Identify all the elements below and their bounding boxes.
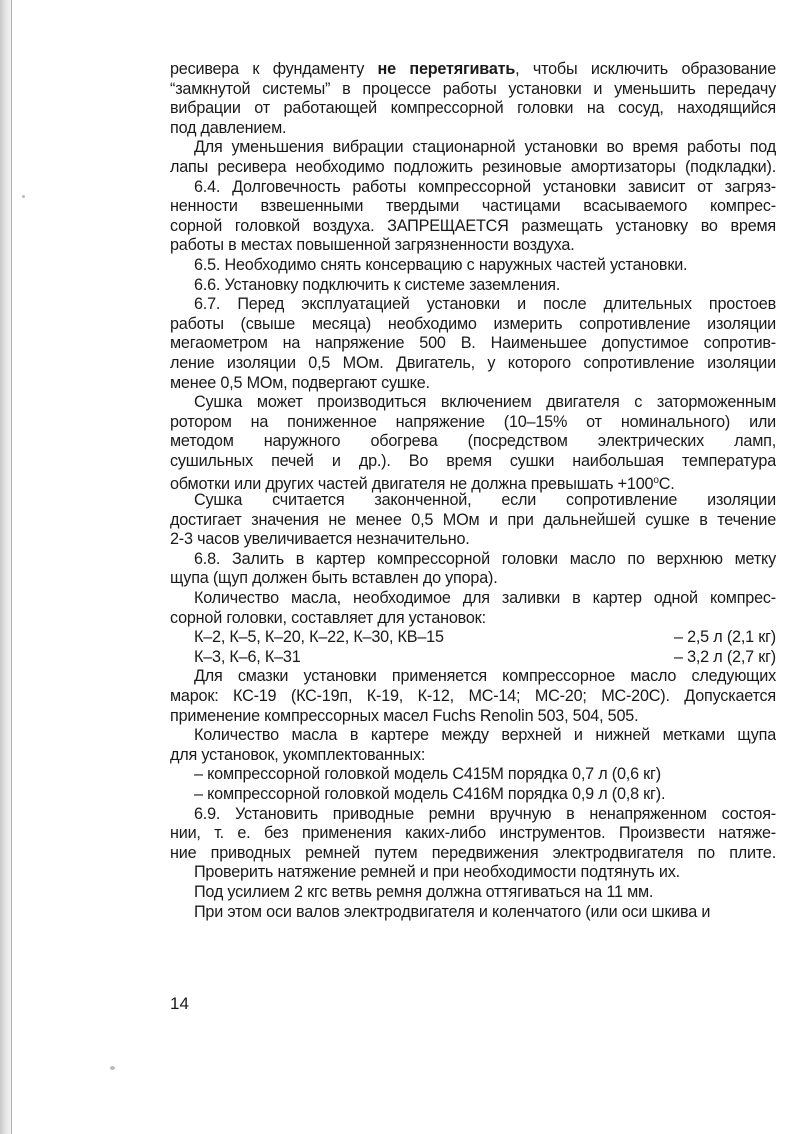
degree-superscript: o [653,475,659,487]
text-line: сорной головки, составляет для установок: [170,608,486,627]
section-6-4: 6.4. Долговечность работы компрессорной установки зависит от загряз- [194,177,776,196]
text-line: работы (свыше месяца) необходимо измерить сопротивление изоляции [170,314,776,333]
text-line: методом наружного обогрева (посредством электрических ламп, [170,432,776,451]
paragraph-start: Количество масла в картере между верхней и нижней метками щупа [194,726,776,745]
text-line: ление изоляции 0,5 МОм. Двигатель, у которого сопротивление изоляции [170,353,776,372]
text-line: сушильных печей и др.). Во время сушки наибольшая температура [170,451,776,470]
text-line: сорной головкой воздуха. ЗАПРЕЩАЕТСЯ размещать установку во время [170,216,776,235]
text-line: лапы ресивера необходимо подложить резиновые амортизаторы (подкладки). [170,157,776,176]
text-line: обмотки или других частей двигателя не должна превышать $+100^oC$. [170,475,675,494]
paragraph-start: Под усилием 2 кгс ветвь ремня должна оттягиваться на 11 мм. [194,882,654,901]
section-6-6: 6.6. Установку подключить к системе заземления. [194,275,561,294]
text-line: для установок, укомплектованных: [170,745,426,764]
paragraph-start: Количество масла, необходимое для заливки в картер одной компрес- [194,589,776,608]
text-line: менее 0,5 МОм, подвергают сушке. [170,373,430,392]
text-line: ние приводных ремней путем передвижения электродвигателя по плите. [170,843,776,862]
section-6-5: 6.5. Необходимо снять консервацию с наружных частей установки. [194,255,688,274]
text-line: вибрации от работающей компрессорной головки на сосуд, находящийся [170,99,776,118]
paragraph-start: Проверить натяжение ремней и при необходимости подтянуть их. [194,863,680,882]
text-line: ротором на пониженное напряжение (10–15% от номинального) или [170,412,776,431]
section-6-9: 6.9. Установить приводные ремни вручную в ненапряженном состоя- [194,804,776,823]
list-item: – компрессорной головкой модель С415М порядка 0,7 л (0,6 кг) [194,765,661,784]
section-6-8: 6.8. Залить в картер компрессорной головки масло по верхнюю метку [194,549,776,568]
text-line: применение компрессорных масел Fuchs Renolin 503, 504, 505. [170,706,639,725]
paragraph-start: Для смазки установки применяется компрессорное масло следующих [194,667,776,686]
scan-speck [22,195,25,198]
models-label: К–2, К–5, К–20, К–22, К–30, КВ–15 [194,628,444,647]
text-line: ненности взвешенными твердыми частицами всасываемого компрес- [170,197,776,216]
text-line: достигает значения не менее 0,5 МОм и при дальнейшей сушке в течение [170,510,776,529]
oil-amount: – 2,5 л (2,1 кг) [673,628,776,647]
text-line: работы в местах повышенной загрязненности воздуха. [170,236,575,255]
text-line: нии, т. е. без применения каких-либо инструментов. Произвести натяже- [170,824,776,843]
text-line: щупа (щуп должен быть вставлен до упора). [170,569,498,588]
list-item: – компрессорной головкой модель С416М порядка 0,9 л (0,8 кг). [194,784,666,803]
oil-quantity-row [170,628,776,648]
text-line: ресивера к фундаменту не перетягивать, чтобы исключить образование [170,60,776,78]
scanned-page-edge [0,0,12,1134]
paragraph-start: Для уменьшения вибрации стационарной установки во время работы под [194,138,776,157]
page-number: 14 [170,994,189,1013]
document-body [170,60,776,922]
paragraph-start: При этом оси валов электродвигателя и коленчатого (или оси шкива и [194,902,711,921]
text-line: марок: КС-19 (КС-19п, К-19, К-12, МС-14; МС-20; МС-20С). Допускается [170,687,776,705]
text-line: под давлением. [170,118,287,137]
section-6-7: 6.7. Перед эксплуатацией установки и после длительных простоев [194,295,776,314]
scan-speck [110,1066,115,1070]
text-line: “замкнутой системы” в процессе работы установки и уменьшить передачу [170,79,776,98]
oil-quantity-row [170,648,776,668]
text-line: 2-3 часов увеличивается незначительно. [170,530,470,549]
oil-amount: – 3,2 л (2,7 кг) [673,647,776,666]
models-label: К–3, К–6, К–31 [194,647,301,666]
paragraph-start: Сушка считается законченной, если сопротивление изоляции [194,491,776,510]
paragraph-start: Сушка может производиться включением двигателя с заторможенным [194,393,776,412]
text-line: мегаометром на напряжение 500 В. Наименьшее допустимое сопротив- [170,334,776,353]
bold-emphasis: не перетягивать [377,60,516,78]
